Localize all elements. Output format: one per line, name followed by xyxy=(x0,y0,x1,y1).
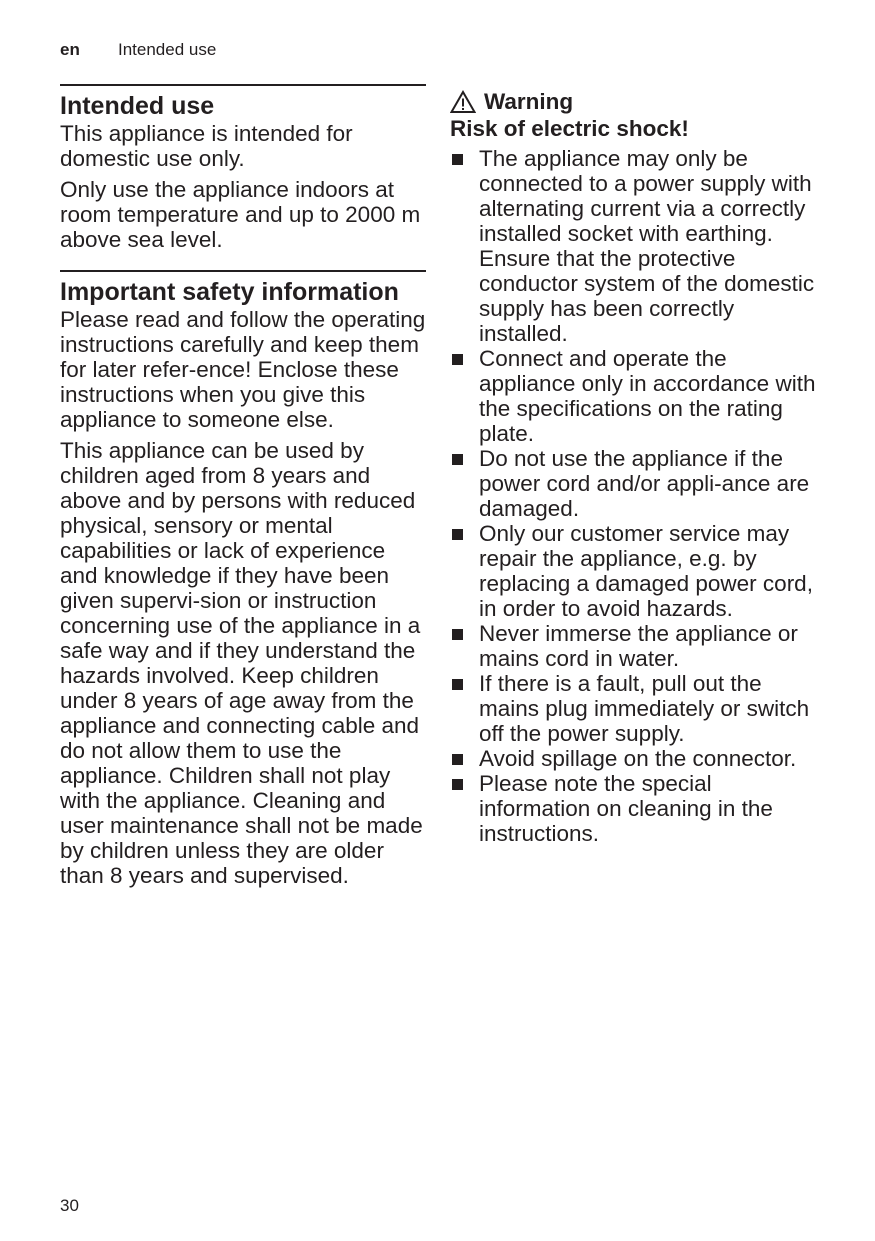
list-item: The appliance may only be connected to a power supply with alternating current via a correctly installed socket with earthing. Ensure that the protective conductor system of the domestic supply has been correctly installed. xyxy=(450,146,820,346)
header-section-title: Intended use xyxy=(118,40,217,59)
bullet-square-icon xyxy=(452,154,463,165)
bullet-square-icon xyxy=(452,779,463,790)
right-column xyxy=(450,84,820,846)
warning-risk: Risk of electric shock! xyxy=(450,116,689,141)
intended-use-section xyxy=(60,84,426,252)
bullet-square-icon xyxy=(452,354,463,365)
bullet-square-icon xyxy=(452,754,463,765)
running-header xyxy=(60,40,216,60)
intended-use-paragraph: This appliance is intended for domestic use only. xyxy=(60,121,353,171)
page-number: 30 xyxy=(60,1196,79,1215)
warning-triangle-icon xyxy=(450,90,476,114)
safety-heading: Important safety information xyxy=(60,278,399,306)
safety-paragraph: This appliance can be used by children aged from 8 years and above and by persons with reduced physical, sensory or mental capabilities or lack of experience and knowledge if they have been given supervi-sion or instruction concerning use of the appliance in a safe way and if they understand the hazards involved. Keep children under 8 years of age away from the appliance and connecting cable and do not allow them to use the appliance. Children shall not play with the appliance. Cleaning and user maintenance shall not be made by children unless they are older than 8 years and supervised. xyxy=(60,438,423,888)
safety-paragraph: Please read and follow the operating instructions carefully and keep them for later refer-ence! Enclose these instructions when you give this appliance to someone else. xyxy=(60,307,426,432)
list-item: If there is a fault, pull out the mains plug immediately or switch off the power supply. xyxy=(450,671,820,746)
list-item: Only our customer service may repair the appliance, e.g. by replacing a damaged power cord, in order to avoid hazards. xyxy=(450,521,820,621)
list-item: Please note the special information on cleaning in the instructions. xyxy=(450,771,820,846)
warning-title xyxy=(450,89,820,115)
bullet-square-icon xyxy=(452,454,463,465)
bullet-square-icon xyxy=(452,529,463,540)
intended-use-heading: Intended use xyxy=(60,92,215,120)
list-item: Never immerse the appliance or mains cord in water. xyxy=(450,621,820,671)
language-code: en xyxy=(60,40,80,59)
bullet-square-icon xyxy=(452,679,463,690)
list-item: Avoid spillage on the connector. xyxy=(450,746,820,771)
warning-label: Warning xyxy=(484,89,574,114)
intended-use-paragraph: Only use the appliance indoors at room temperature and up to 2000 m above sea level. xyxy=(60,177,421,252)
warning-list xyxy=(450,146,820,846)
left-column xyxy=(60,84,426,888)
bullet-square-icon xyxy=(452,629,463,640)
safety-section xyxy=(60,270,426,888)
list-item: Connect and operate the appliance only in accordance with the specifications on the rating plate. xyxy=(450,346,820,446)
list-item: Do not use the appliance if the power cord and/or appli-ance are damaged. xyxy=(450,446,820,521)
